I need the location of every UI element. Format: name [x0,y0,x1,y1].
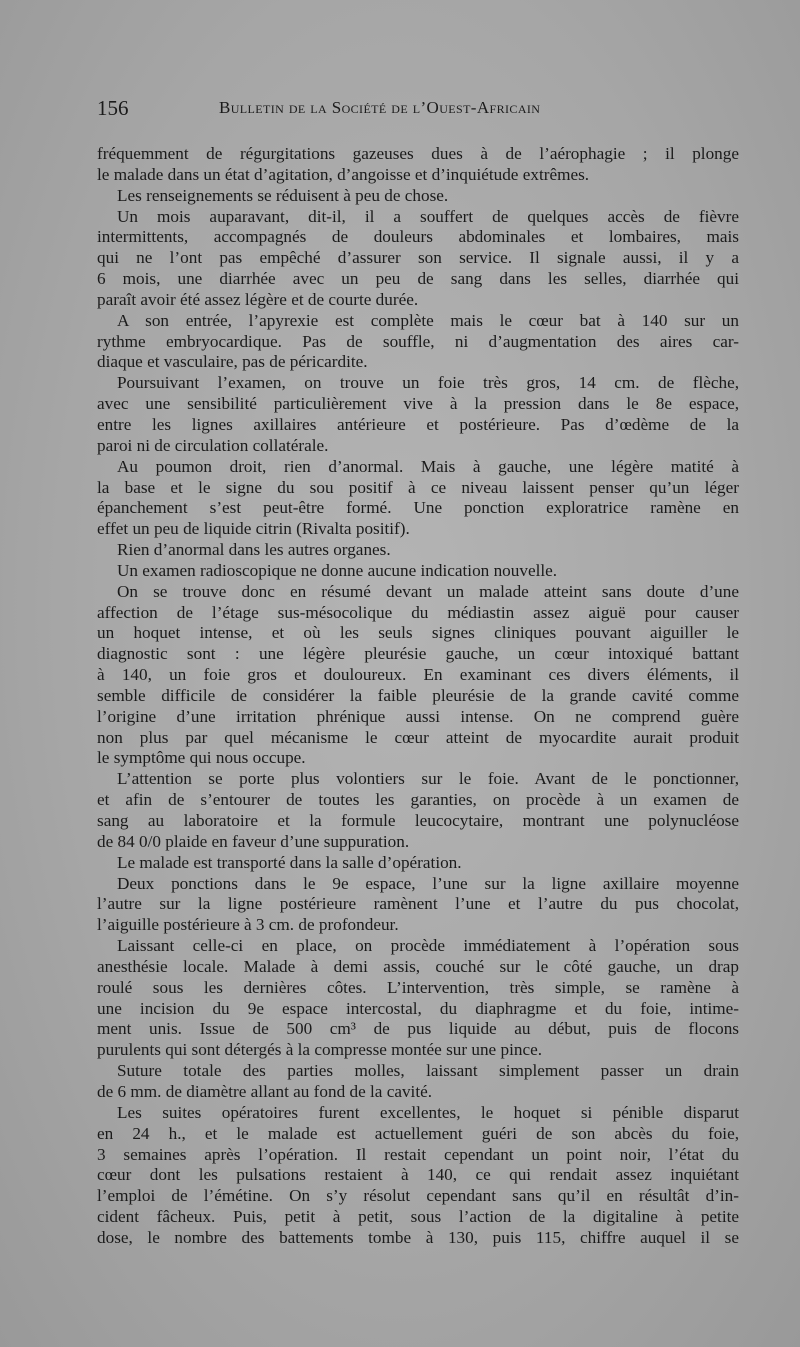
text-line: le malade dans un état d’agitation, d’angoisse et d’inquiétude extrêmes. [97,164,590,184]
text-line: Le malade est transporté dans la salle d’opération. [117,852,462,872]
text-line: affection de l’étage sus-mésocolique du médiastin assez aiguë pour causer [97,602,739,622]
text-line: cident fâcheux. Puis, petit à petit, sous l’action de la digitaline à petite [97,1207,739,1227]
text-line: en 24 h., et le malade est actuellement guéri de son abcès du foie, [97,1123,739,1143]
text-line: paraît avoir été assez légère et de courte durée. [97,289,419,309]
text-line: effet un peu de liquide citrin (Rivalta positif). [97,519,410,539]
text-line: anesthésie locale. Malade à demi assis, couché sur le côté gauche, un drap [97,956,739,976]
text-line: Deux ponctions dans le 9e espace, l’une sur la ligne axillaire moyenne [117,873,739,893]
text-line: diagnostic sont : une légère pleurésie gauche, un cœur intoxiqué battant [97,644,739,664]
text-line: L’attention se porte plus volontiers sur le foie. Avant de le ponctionner, [117,769,739,789]
text-line: un hoquet intense, et où les seuls signes cliniques pouvant aiguiller le [97,623,739,643]
text-line: l’origine d’une irritation phrénique aussi intense. On ne comprend guère [97,706,739,726]
text-line: sang au laboratoire et la formule leucocytaire, montrant une polynucléose [97,811,739,830]
text-line: épanchement s’est peut-être formé. Une ponction exploratrice ramène en [97,498,739,518]
body-text [97,144,739,1249]
text-line: cœur dont les pulsations restaient à 140, ce qui rendait assez inquiétant [97,1165,739,1185]
text-line: fréquemment de régurgitations gazeuses dues à de l’aérophagie ; il plonge [97,144,739,163]
text-line: Laissant celle-ci en place, on procède immédiatement à l’opération sous [117,936,739,956]
text-line: Rien d’anormal dans les autres organes. [117,540,391,560]
text-line: à 140, un foie gros et douloureux. En examinant ces divers éléments, il [97,665,739,685]
text-line: Suture totale des parties molles, laissant simplement passer un drain [117,1061,739,1081]
running-header [97,96,735,124]
text-line: de 6 mm. de diamètre allant au fond de la cavité. [97,1081,433,1101]
text-line: semble difficile de considérer la faible pleurésie de la grande cavité comme [97,685,739,705]
text-line: le symptôme qui nous occupe. [97,748,306,768]
text-line: l’emploi de l’émétine. On s’y résolut cependant sans qu’il en résultât d’in- [97,1186,739,1206]
text-line: la base et le signe du sou positif à ce niveau laissent penser qu’un léger [97,477,739,497]
text-line: Un mois auparavant, dit-il, il a souffert de quelques accès de fièvre [117,206,739,226]
text-line: et afin de s’entourer de toutes les garanties, on procède à un examen de [97,790,739,810]
text-line: qui ne l’ont pas empêché d’assurer son service. Il signale aussi, il y a [97,248,739,268]
running-title: Bulletin de la Société de l’Ouest-Africain [219,98,541,117]
text-line: Un examen radioscopique ne donne aucune indication nouvelle. [117,560,558,580]
text-line: purulents qui sont détergés à la compresse montée sur une pince. [97,1040,543,1060]
text-line: intermittents, accompagnés de douleurs abdominales et lombaires, mais [97,227,739,247]
text-line: Poursuivant l’examen, on trouve un foie très gros, 14 cm. de flèche, [117,373,739,393]
text-line: Au poumon droit, rien d’anormal. Mais à gauche, une légère matité à [117,456,739,476]
text-line: l’aiguille postérieure à 3 cm. de profondeur. [97,915,399,935]
text-line: Les suites opératoires furent excellentes, le hoquet si pénible disparut [117,1102,739,1122]
page-number: 156 [97,96,129,120]
text-line: roulé sous les dernières côtes. L’intervention, très simple, se ramène à [97,977,739,997]
text-line: ment unis. Issue de 500 cm³ de pus liquide au début, puis de flocons [97,1019,739,1039]
text-line: l’autre sur la ligne postérieure ramènent l’une et l’autre du pus chocolat, [97,894,739,914]
text-line: de 84 0/0 plaide en faveur d’une suppuration. [97,831,410,851]
text-line: 6 mois, une diarrhée avec un peu de sang dans les selles, diarrhée qui [97,269,739,289]
text-line: entre les lignes axillaires antérieure et postérieure. Pas d’œdème de la [97,414,739,434]
text-line: diaque et vasculaire, pas de péricardite. [97,352,368,372]
text-line: rythme embryocardique. Pas de souffle, ni d’augmentation des aires car- [97,331,739,351]
text-line: 3 semaines après l’opération. Il restait cependant un point noir, l’état du [97,1144,739,1164]
text-line: On se trouve donc en résumé devant un malade atteint sans doute d’une [117,581,739,601]
text-line: A son entrée, l’apyrexie est complète mais le cœur bat à 140 sur un [117,310,739,330]
text-line: Les renseignements se réduisent à peu de chose. [117,185,449,205]
text-line: une incision du 9e espace intercostal, du diaphragme et du foie, intime- [97,998,739,1018]
text-line: avec une sensibilité particulièrement vive à la pression dans le 8e espace, [97,394,739,414]
text-line: non plus par quel mécanisme le cœur atteint de myocardite aurait produit [97,727,739,747]
text-line: dose, le nombre des battements tombe à 130, puis 115, chiffre auquel il se [97,1227,739,1247]
text-line: paroi ni de circulation collatérale. [97,435,329,455]
